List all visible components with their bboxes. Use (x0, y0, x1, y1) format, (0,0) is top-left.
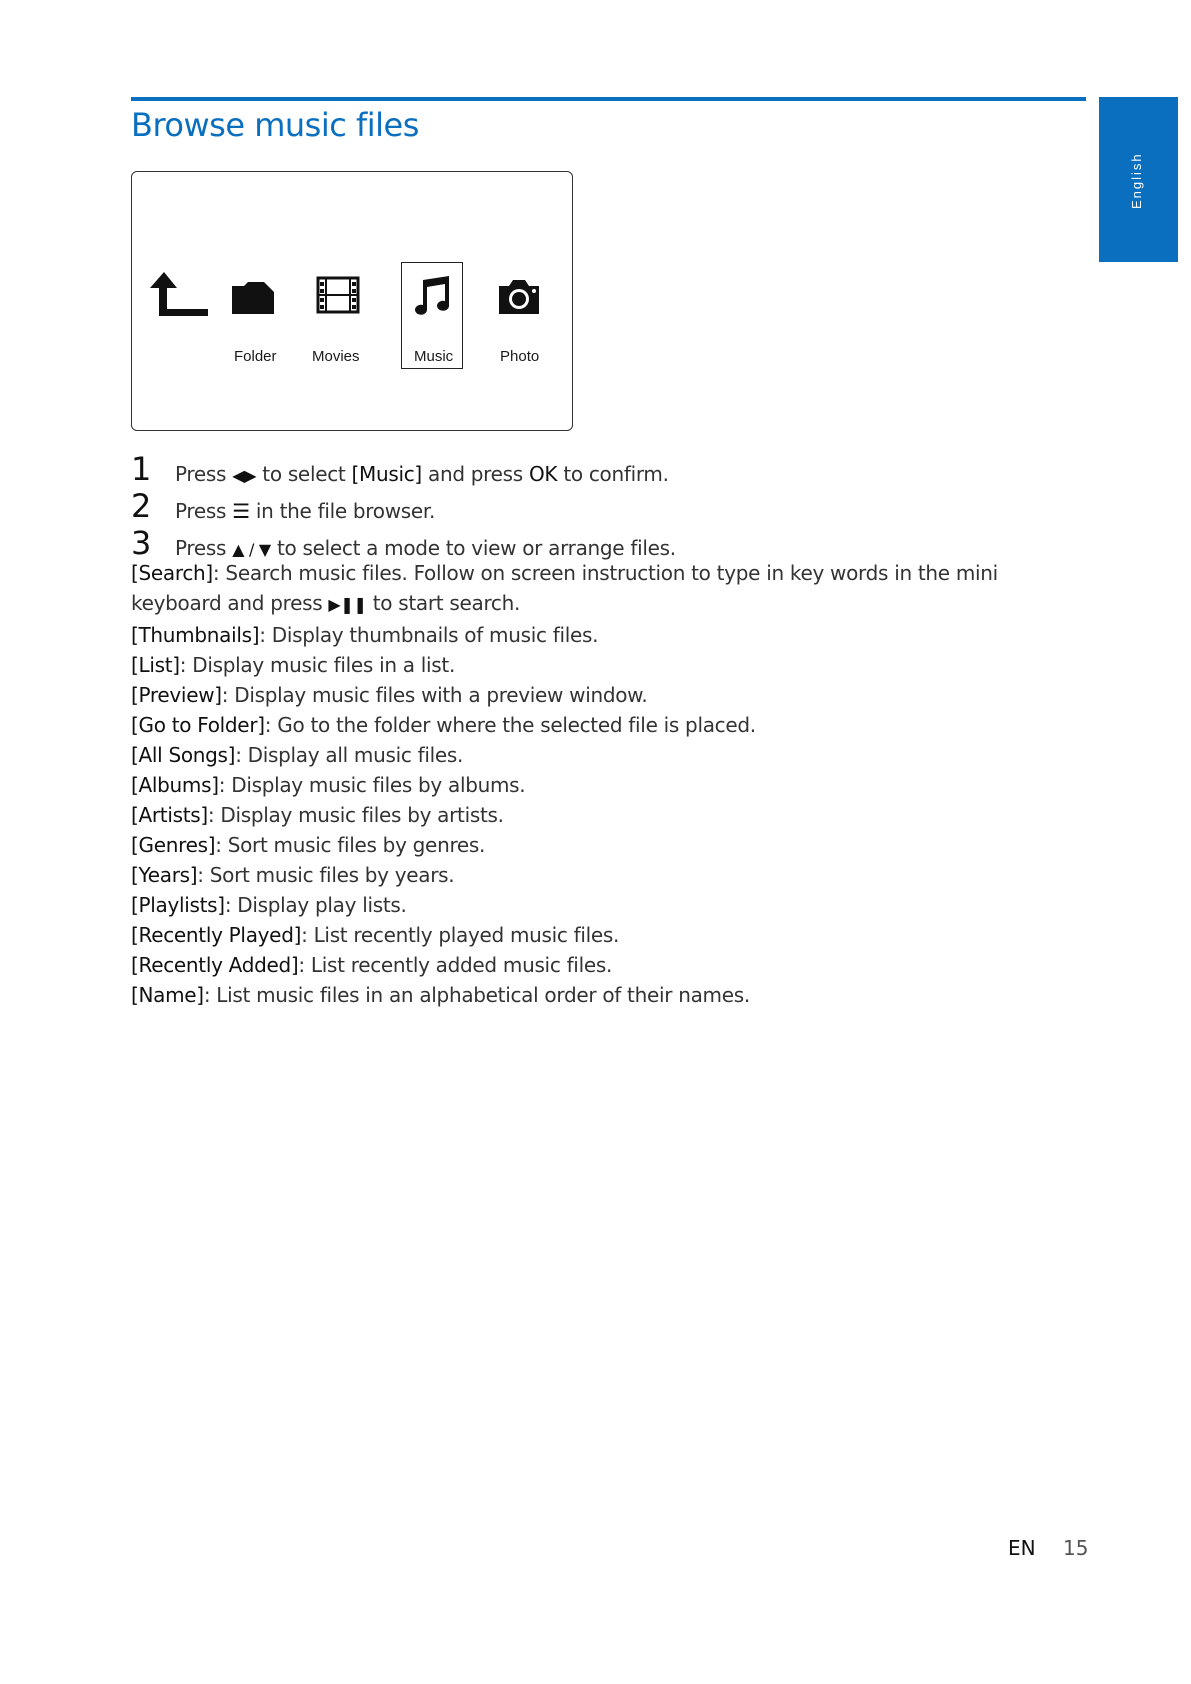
option-desc: : Sort music files by years. (197, 863, 455, 887)
back-arrow-icon (150, 272, 210, 320)
option-desc: : Display play lists. (224, 893, 407, 917)
option-all-songs (131, 740, 1086, 770)
option-term: [Search] (131, 561, 213, 585)
page-number: 15 (1063, 1536, 1089, 1560)
file-browser-menu-figure (131, 171, 573, 431)
folder-icon (230, 278, 276, 316)
step-text-part: to confirm. (563, 462, 669, 486)
option-desc: to start search. (372, 591, 521, 615)
option-term: [Artists] (131, 803, 208, 827)
option-preview (131, 680, 1086, 710)
page-title: Browse music files (131, 106, 419, 144)
option-recently-added (131, 950, 1086, 980)
step-text-part: Press (175, 536, 227, 560)
option-term: [List] (131, 653, 180, 677)
option-desc: : Display music files by albums. (218, 773, 526, 797)
option-desc: : Sort music files by genres. (215, 833, 486, 857)
play-pause-icon: ▶❚❚ (328, 595, 367, 614)
option-desc: : List music files in an alphabetical order of their names. (203, 983, 750, 1007)
step-text (175, 533, 676, 565)
option-desc: : Search music files. Follow on screen instruction to type in key words in the mini keyboard and press (131, 561, 998, 615)
option-playlists (131, 890, 1086, 920)
option-term: [Years] (131, 863, 198, 887)
language-tab-label: English (1129, 152, 1144, 209)
menu-item-label: Photo (500, 348, 540, 365)
film-icon (316, 276, 360, 314)
language-tab (1099, 97, 1178, 262)
step-term: [Music] (351, 462, 422, 486)
option-term: [All Songs] (131, 743, 236, 767)
option-years (131, 860, 1086, 890)
step-text (175, 496, 435, 526)
option-desc: : List recently played music files. (301, 923, 620, 947)
left-right-arrows-icon: ◀▶ (232, 466, 257, 485)
footer-language: EN (1008, 1536, 1036, 1560)
camera-icon (496, 278, 542, 316)
option-name (131, 980, 1086, 1010)
step-text-part: to select a mode to view or arrange files. (276, 536, 676, 560)
step-text-part: Press (175, 499, 227, 523)
menu-item-label: Music (414, 348, 454, 365)
option-search (131, 558, 1086, 620)
option-go-to-folder (131, 710, 1086, 740)
step-text-part: and press (428, 462, 523, 486)
step-2 (131, 487, 1086, 529)
option-desc: : Display music files by artists. (207, 803, 504, 827)
option-term: [Name] (131, 983, 204, 1007)
menu-item-label: Movies (312, 348, 360, 365)
option-term: [Thumbnails] (131, 623, 260, 647)
step-text-part: to select (262, 462, 346, 486)
up-down-arrows-icon: ▲ / ▼ (232, 540, 271, 559)
option-desc: : Display thumbnails of music files. (259, 623, 599, 647)
option-term: [Preview] (131, 683, 222, 707)
option-desc: : List recently added music files. (298, 953, 613, 977)
option-desc: : Display music files with a preview window. (221, 683, 648, 707)
step-1 (131, 450, 1086, 492)
option-term: [Go to Folder] (131, 713, 265, 737)
step-text-part: Press (175, 462, 227, 486)
step-text (175, 459, 669, 491)
step-number: 1 (131, 450, 152, 488)
music-note-icon (413, 276, 453, 316)
option-term: [Albums] (131, 773, 219, 797)
menu-item-label: Folder (234, 348, 277, 365)
option-desc: : Display all music files. (235, 743, 464, 767)
menu-icon: ☰ (232, 499, 250, 523)
option-list (131, 650, 1086, 680)
title-rule (131, 97, 1086, 101)
option-albums (131, 770, 1086, 800)
step-number: 3 (131, 524, 152, 562)
option-term: [Recently Added] (131, 953, 299, 977)
instructions (131, 450, 1086, 1010)
option-desc: : Go to the folder where the selected file is placed. (264, 713, 756, 737)
option-term: [Genres] (131, 833, 216, 857)
mode-options (131, 558, 1086, 1010)
option-desc: : Display music files in a list. (179, 653, 456, 677)
step-3 (131, 524, 1086, 562)
option-term: [Recently Played] (131, 923, 302, 947)
option-term: [Playlists] (131, 893, 225, 917)
option-recently-played (131, 920, 1086, 950)
option-genres (131, 830, 1086, 860)
step-text-part: in the file browser. (255, 499, 436, 523)
option-artists (131, 800, 1086, 830)
step-term: OK (528, 462, 558, 486)
step-number: 2 (131, 487, 152, 525)
option-thumbnails (131, 620, 1086, 650)
